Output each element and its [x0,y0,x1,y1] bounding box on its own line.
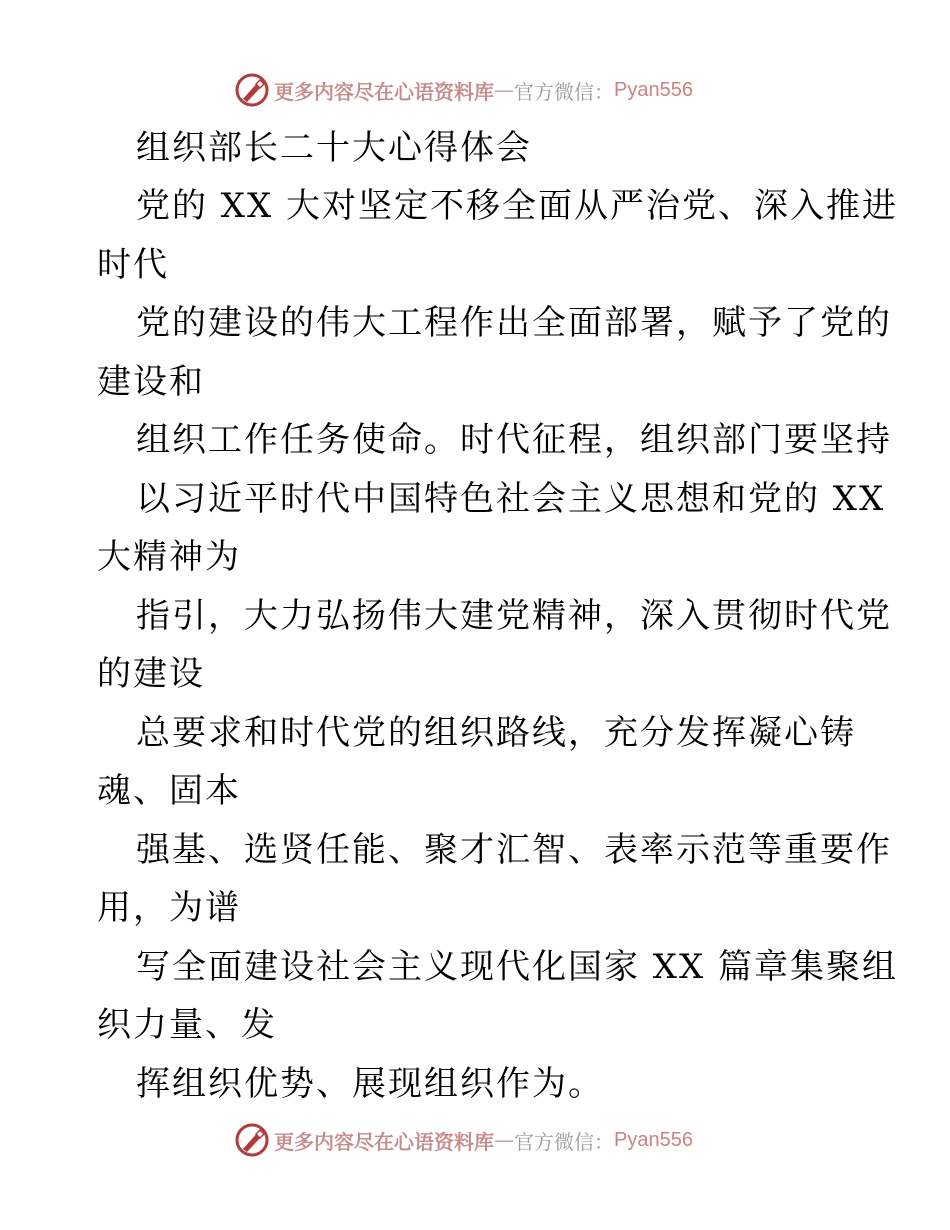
wechat-label: 官方微信： [514,79,614,104]
document-title: 组织部长二十大心得体会 [136,128,532,168]
paragraph-line: 党的 XX 大对坚定不移全面从严治党、深入推进 [136,186,899,226]
paragraph-line: 组织工作任务使命。时代征程，组织部门要坚持 [136,420,892,460]
pen-logo-icon [234,1122,270,1158]
banner-separator: — [494,1128,514,1152]
footer-watermark [234,1120,754,1160]
paragraph-line: 织力量、发 [97,1005,277,1045]
paragraph-line: 总要求和时代党的组织路线，充分发挥凝心铸 [136,713,856,753]
pen-logo-icon [234,72,270,108]
paragraph-line: 时代 [97,245,169,285]
paragraph-line: 强基、选贤任能、聚才汇智、表率示范等重要作 [136,830,892,870]
header-watermark [234,70,754,110]
banner-text: 更多内容尽在心语资料库 [274,1129,494,1154]
paragraph-line: 挥组织优势、展现组织作为。 [136,1064,604,1104]
paragraph-line: 魂、固本 [97,771,241,811]
paragraph-line: 指引，大力弘扬伟大建党精神，深入贯彻时代党 [136,596,892,636]
paragraph-line: 大精神为 [97,537,241,577]
paragraph-line: 建设和 [97,362,205,402]
paragraph-line: 写全面建设社会主义现代化国家 XX 篇章集聚组 [136,947,899,987]
wechat-id: Pyan556 [614,1128,693,1151]
wechat-id: Pyan556 [614,78,693,101]
banner-text: 更多内容尽在心语资料库 [274,79,494,104]
paragraph-line: 以习近平时代中国特色社会主义思想和党的 XX [136,479,886,519]
wechat-label: 官方微信： [514,1129,614,1154]
paragraph-line: 党的建设的伟大工程作出全面部署，赋予了党的 [136,303,892,343]
paragraph-line: 用，为谱 [97,888,241,928]
paragraph-line: 的建设 [97,654,205,694]
banner-separator: — [494,78,514,102]
